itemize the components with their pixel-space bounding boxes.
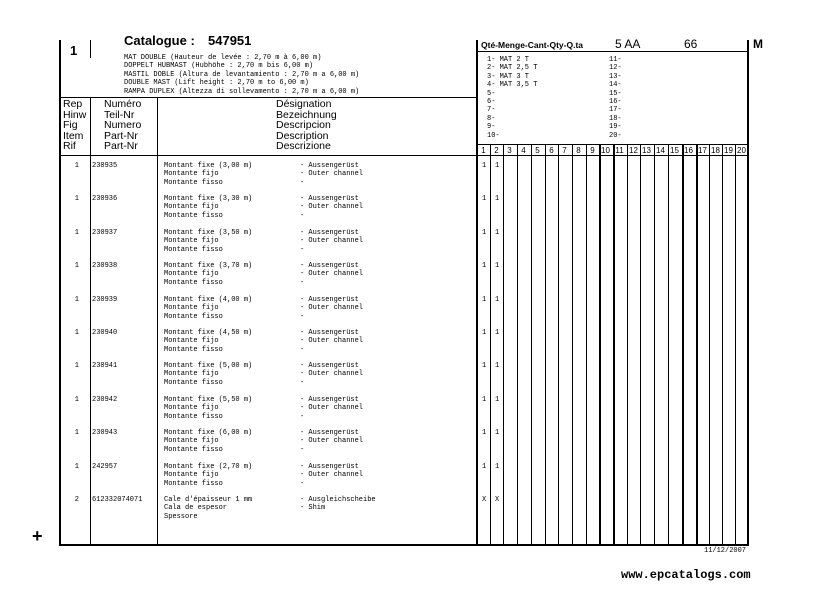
row-qty-col1: 1 xyxy=(482,195,487,203)
row-qty-col1: 1 xyxy=(482,362,487,370)
qty-label: Qté-Menge-Cant-Qty-Q.ta xyxy=(481,40,583,50)
qty-column-line xyxy=(709,144,710,545)
row-qty-col2: 1 xyxy=(495,429,500,437)
qty-column-number: 8 xyxy=(576,146,581,155)
row-description: Montant fixe (4,00 m) Montante fijo Montante fisso xyxy=(164,296,253,321)
designation-header-line: Descrizione xyxy=(276,140,331,153)
qty-column-line xyxy=(503,144,504,545)
part-number-header xyxy=(104,99,141,152)
qty-column-line xyxy=(517,144,518,545)
mat-list-item: 14- xyxy=(609,81,622,90)
qty-column-line xyxy=(613,144,615,545)
row-item-number: 1 xyxy=(74,463,79,471)
mat-list-left xyxy=(487,56,537,140)
row-part-number: 612332074071 xyxy=(92,496,143,504)
qty-column-line xyxy=(627,144,628,545)
qty-column-number: 18 xyxy=(711,146,720,155)
part-header-line: Part-Nr xyxy=(104,129,138,142)
row-translation: - Aussengerüst - Outer channel - xyxy=(300,362,364,387)
qty-column-line xyxy=(572,144,573,545)
catalogue-number: 547951 xyxy=(208,33,252,48)
rep-header-line: Rif xyxy=(63,140,76,153)
row-item-number: 1 xyxy=(74,429,79,437)
row-description: Montant fixe (4,50 m) Montante fijo Montante fisso xyxy=(164,329,253,354)
mat-list-item: 19- xyxy=(609,123,622,132)
qty-column-line xyxy=(545,144,546,545)
row-description: Montant fixe (5,00 m) Montante fijo Montante fisso xyxy=(164,362,253,387)
title-es: MASTIL DOBLE (Altura de levantamiento : 2,70 m a 6,00 m) xyxy=(124,70,360,79)
qty-column-number: 9 xyxy=(590,146,595,155)
mat-list-item: 12- xyxy=(609,64,622,73)
frame-bottom-border xyxy=(59,544,749,546)
row-qty-col2: 1 xyxy=(495,329,500,337)
page-number: 1 xyxy=(70,43,78,58)
title-it: RAMPA DUPLEX (Altezza di sollevamento : 2,70 m a 6,00 m) xyxy=(124,87,360,96)
qty-column-line xyxy=(599,144,601,545)
header-bottom-rule xyxy=(59,155,749,156)
row-qty-col1: 1 xyxy=(482,396,487,404)
rep-header-line: Fig xyxy=(63,119,78,132)
part-header-line: Numero xyxy=(104,119,142,132)
row-part-number: 230942 xyxy=(92,396,118,404)
qty-column-line xyxy=(586,144,587,545)
qty-column-line xyxy=(531,144,532,545)
mat-list-item: 9- xyxy=(487,123,496,132)
col-divider-rep xyxy=(90,97,91,545)
row-item-number: 1 xyxy=(74,329,79,337)
qty-column-number: 2 xyxy=(494,146,499,155)
row-part-number: 230938 xyxy=(92,262,118,270)
mat-list-item: 11- xyxy=(609,56,622,64)
part-header-line: Teil-Nr xyxy=(104,108,135,121)
qty-column-number: 20 xyxy=(737,146,746,155)
row-qty-col1: 1 xyxy=(482,162,487,170)
frame-right-border xyxy=(747,40,749,546)
qty-column-line xyxy=(722,144,723,545)
mat-list-item: 1- MAT 2 T xyxy=(487,56,530,64)
row-translation: - Aussengerüst - Outer channel - xyxy=(300,229,364,254)
row-part-number: 242957 xyxy=(92,463,118,471)
title-de: DOPPELT HUBMAST (Hubhöhe : 2,70 m bis 6,00 m) xyxy=(124,62,314,71)
mat-list-item: 13- xyxy=(609,72,622,81)
qty-header-rule xyxy=(476,51,748,52)
mat-list-item: 15- xyxy=(609,89,622,98)
page-reference: 66 xyxy=(684,37,698,51)
row-qty-col1: 1 xyxy=(482,429,487,437)
mat-list-item: 5- xyxy=(487,89,496,98)
mat-list-item: 8- xyxy=(487,114,496,123)
mat-list-item: 20- xyxy=(609,131,622,140)
mat-list-item: 10- xyxy=(487,131,500,140)
qty-column-number: 4 xyxy=(521,146,526,155)
row-part-number: 230939 xyxy=(92,296,118,304)
row-translation: - Aussengerüst - Outer channel - xyxy=(300,162,364,187)
row-item-number: 1 xyxy=(74,195,79,203)
row-translation: - Aussengerüst - Outer channel - xyxy=(300,396,364,421)
qty-column-line xyxy=(696,144,698,545)
row-item-number: 1 xyxy=(74,262,79,270)
mat-list-right xyxy=(609,56,622,140)
row-qty-col2: 1 xyxy=(495,162,500,170)
qty-column-number: 11 xyxy=(615,146,624,155)
row-translation: - Aussengerüst - Outer channel - xyxy=(300,296,364,321)
col-divider-qty xyxy=(476,40,478,546)
qty-column-number: 12 xyxy=(629,146,638,155)
row-translation: - Aussengerüst - Outer channel - xyxy=(300,329,364,354)
rep-header-line: Item xyxy=(63,129,84,142)
qty-column-number: 7 xyxy=(562,146,567,155)
designation-header-line: Désignation xyxy=(276,98,332,110)
catalogue-label: Catalogue : xyxy=(124,33,195,48)
mat-list-item: 6- xyxy=(487,98,496,107)
row-description: Montant fixe (3,00 m) Montante fijo Montante fisso xyxy=(164,162,253,187)
qty-column-line xyxy=(654,144,655,545)
row-description: Montant fixe (3,50 m) Montante fijo Montante fisso xyxy=(164,229,253,254)
row-qty-col1: X xyxy=(482,496,487,504)
qty-column-number: 1 xyxy=(481,146,486,155)
row-qty-col2: 1 xyxy=(495,362,500,370)
part-header-line: Numéro xyxy=(104,98,142,110)
row-item-number: 1 xyxy=(74,362,79,370)
row-qty-col1: 1 xyxy=(482,329,487,337)
title-en: DOUBLE MAST (Lift height : 2,70 m to 6,00 m) xyxy=(124,79,309,88)
row-part-number: 230940 xyxy=(92,329,118,337)
row-description: Cale d'épaisseur 1 mm Cala de espesor Spessore xyxy=(164,496,253,521)
row-translation: - Aussengerüst - Outer channel - xyxy=(300,429,364,454)
qty-column-line xyxy=(682,144,684,545)
row-qty-col2: 1 xyxy=(495,195,500,203)
row-item-number: 1 xyxy=(74,396,79,404)
row-item-number: 2 xyxy=(74,496,79,504)
qty-column-number: 17 xyxy=(698,146,707,155)
row-qty-col2: 1 xyxy=(495,229,500,237)
row-item-number: 1 xyxy=(74,296,79,304)
row-item-number: 1 xyxy=(74,229,79,237)
qty-column-line xyxy=(735,144,736,545)
row-translation: - Ausgleichscheibe - Shim xyxy=(300,496,376,513)
designation-header xyxy=(276,99,337,152)
row-translation: - Aussengerüst - Outer channel - xyxy=(300,195,364,220)
model-label: 5 AA xyxy=(615,37,641,51)
row-qty-col2: 1 xyxy=(495,463,500,471)
row-qty-col2: 1 xyxy=(495,396,500,404)
row-qty-col1: 1 xyxy=(482,463,487,471)
row-part-number: 230937 xyxy=(92,229,118,237)
row-part-number: 230936 xyxy=(92,195,118,203)
qty-column-line xyxy=(490,144,491,545)
rep-header xyxy=(63,99,86,152)
qty-column-line xyxy=(668,144,669,545)
row-translation: - Aussengerüst - Outer channel - xyxy=(300,262,364,287)
print-date: 11/12/2007 xyxy=(704,547,747,555)
title-fr: MAT DOUBLE (Hauteur de levée : 2,70 m à 6,00 m) xyxy=(124,54,322,62)
row-part-number: 230941 xyxy=(92,362,118,370)
row-description: Montant fixe (6,00 m) Montante fijo Montante fisso xyxy=(164,429,253,454)
qty-column-number: 13 xyxy=(642,146,651,155)
qty-column-line xyxy=(558,144,559,545)
qty-column-number: 14 xyxy=(656,146,665,155)
mat-list-item: 7- xyxy=(487,106,496,115)
row-item-number: 1 xyxy=(74,162,79,170)
website-link[interactable]: www.epcatalogs.com xyxy=(621,568,751,582)
section-letter: M xyxy=(753,37,763,51)
row-qty-col1: 1 xyxy=(482,229,487,237)
qty-column-number: 19 xyxy=(724,146,733,155)
row-description: Montant fixe (2,70 m) Montante fijo Montante fisso xyxy=(164,463,253,488)
mat-list-item: 18- xyxy=(609,114,622,123)
qty-column-number: 3 xyxy=(507,146,512,155)
mat-list-item: 3- MAT 3 T xyxy=(487,72,530,81)
designation-header-line: Descripcion xyxy=(276,119,331,132)
row-translation: - Aussengerüst - Outer channel - xyxy=(300,463,364,488)
mat-list-item: 4- MAT 3,5 T xyxy=(487,81,538,90)
row-description: Montant fixe (5,50 m) Montante fijo Montante fisso xyxy=(164,396,253,421)
title-block xyxy=(124,54,359,96)
row-qty-col2: 1 xyxy=(495,262,500,270)
mat-list-item: 17- xyxy=(609,106,622,115)
row-part-number: 230935 xyxy=(92,162,118,170)
row-qty-col2: X xyxy=(495,496,500,504)
mat-list-item: 2- MAT 2,5 T xyxy=(487,64,538,73)
row-part-number: 230943 xyxy=(92,429,118,437)
rep-header-line: Rep xyxy=(63,98,83,110)
designation-header-line: Description xyxy=(276,129,329,142)
qty-column-number: 16 xyxy=(684,146,693,155)
qty-column-number: 5 xyxy=(535,146,540,155)
qty-column-number: 15 xyxy=(670,146,679,155)
col-divider-page xyxy=(90,40,91,58)
rep-header-line: Hinw xyxy=(63,108,87,121)
row-qty-col1: 1 xyxy=(482,296,487,304)
plus-sign: + xyxy=(32,526,43,546)
qty-column-line xyxy=(640,144,641,545)
mat-list-item: 16- xyxy=(609,98,622,107)
row-description: Montant fixe (3,30 m) Montante fijo Montante fisso xyxy=(164,195,253,220)
col-divider-part xyxy=(157,97,158,545)
row-qty-col2: 1 xyxy=(495,296,500,304)
qty-column-number: 10 xyxy=(601,146,610,155)
row-qty-col1: 1 xyxy=(482,262,487,270)
designation-header-line: Bezeichnung xyxy=(276,108,337,121)
row-description: Montant fixe (3,70 m) Montante fijo Montante fisso xyxy=(164,262,253,287)
qty-column-number: 6 xyxy=(549,146,554,155)
part-header-line: Part-Nr xyxy=(104,140,138,153)
